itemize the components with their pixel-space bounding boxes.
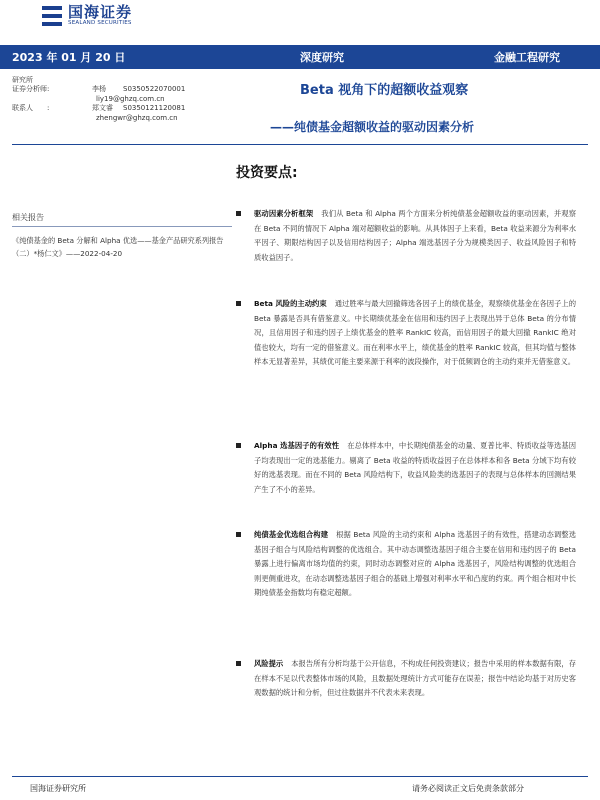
key-point-framework [236,207,576,265]
analyst-label: 证券分析师: [12,85,50,94]
bullet-icon [236,211,241,216]
key-point-title: 纯债基金优选组合构建 [254,530,329,539]
analyst-email[interactable]: liy19@ghzq.com.cn [96,94,165,103]
contact-email[interactable]: zhengwr@ghzq.com.cn [96,113,178,122]
key-point-text: 我们从 Beta 和 Alpha 两个方面来分析纯债基金超额收益的驱动因素，并观察在 Beta 不同的情况下 Alpha 端对超额收益的影响。从具体因子上来看，Beta 收益来源分为利率水平因子、期限结构因子以及信用结构因子；Alpha 端选基因子分为规模类因子、收益风险因子和特质收益因子。 [254,209,576,262]
footer-institute: 国海证券研究所 [30,784,86,793]
key-point-risk-warning [236,657,576,701]
key-point-portfolio [236,528,576,601]
key-points-heading: 投资要点: [236,165,298,181]
footer-divider [12,776,588,777]
header-bar [0,45,600,69]
report-date: 2023 年 01 月 20 日 [12,51,126,64]
related-report-item[interactable]: 《纯债基金的 Beta 分解和 Alpha 优选——基金产品研究系列报告（二）*杨仁文》——2022-04-20 [12,236,224,258]
bullet-icon [236,532,241,537]
key-point-alpha-factors [236,439,576,497]
key-point-title: 风险提示 [254,659,284,668]
related-divider [12,226,232,227]
report-category: 金融工程研究 [494,51,560,64]
key-point-title: Beta 风险的主动约束 [254,299,327,308]
company-logo [42,4,132,28]
report-type: 深度研究 [300,51,344,64]
contact-cert: S0350121120081 [123,104,186,113]
key-point-title: Alpha 选基因子的有效性 [254,441,340,450]
key-point-text: 本报告所有分析均基于公开信息，不构成任何投资建议；报告中采用的样本数据有限，存在样本不足以代表整体市场的风险，且数据处理统计方式可能存在误差；报告中结论均基于对历史客观数据的统计和分析，但过往数据并不代表未来表现。 [254,659,577,698]
report-subtitle: ——纯债基金超额收益的驱动因素分析 [270,120,475,134]
contact-name: 郑文睿 [92,104,113,113]
bullet-icon [236,301,241,306]
title-divider [12,144,588,145]
key-point-beta-risk [236,297,576,370]
footer-disclaimer: 请务必阅读正文后免责条款部分 [412,784,524,793]
analyst-name: 李杨 [92,85,106,94]
logo-mark-icon [42,6,62,26]
key-point-title: 驱动因素分析框架 [254,209,314,218]
dept-label: 研究所 [12,76,33,84]
key-point-text: 根据 Beta 风险的主动约束和 Alpha 选基因子的有效性，搭建动态调整选基因子组合与风险结构调整的优选组合。其中动态调整选基因子组合主要在信用和违约因子的 Beta 暴露上进行偏离市场均值的约束，同时动态调整对应的 Alpha 选基因子，风险结构调整的优选组合则更侧重进攻，在动态调整选基因子组合的基础上增强对利率水平和凸度的约束。两个组合相对中长期纯债基金指数均有稳定超额。 [254,530,577,598]
bullet-icon [236,661,241,666]
key-point-text: 在总体样本中，中长期纯债基金的动量、夏普比率、特质收益等选基因子均表现出一定的选基能力。剔离了 Beta 收益的特质收益因子在总体样本和各 Beta 分域下均有较好的选基表现。而在不同的 Beta 风险结构下，收益风险类的选基因子的表现与总体样本的回测结果产生了不小的差异。 [254,441,577,494]
bullet-icon [236,443,241,448]
logo-name-en: SEALAND SECURITIES [68,20,132,26]
report-title: Beta 视角下的超额收益观察 [300,83,469,98]
analyst-info [12,76,232,123]
logo-name-cn: 国海证券 [68,3,133,21]
key-point-text: 通过胜率与最大回撤筛选各因子上的绩优基金，观察绩优基金在各因子上的 Beta 暴露是否具有借鉴意义。中长期绩优基金在信用和违约因子上表现出异于总体 Beta 的分布情况，且信用因子和违约因子上绩优基金的胜率 RankIC 较高，而信用因子的最大回撤 RankIC 绝对值也较大，均有一定的借鉴意义。而在利率水平上，绩优基金的胜率 RankIC 较高，但其均值与整体样本无显著差异，其绩优可能主要来源于利率的波段操作，对于低频调仓的主动约束并无借鉴意义。 [254,299,577,367]
related-heading: 相关报告 [12,213,44,222]
contact-label: 联系人 : [12,104,50,113]
analyst-cert: S0350522070001 [123,85,186,94]
